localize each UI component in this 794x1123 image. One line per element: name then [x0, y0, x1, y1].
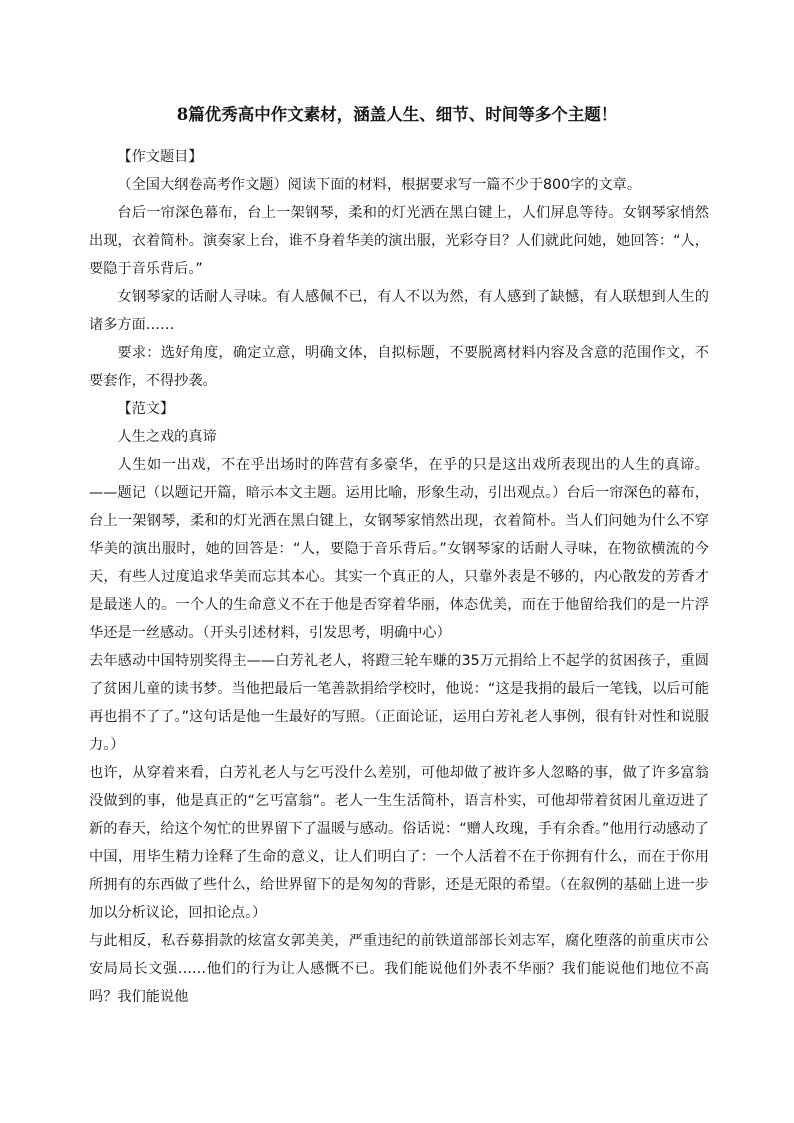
essay-title: 人生之戏的真谛 — [117, 429, 217, 445]
essay-paragraph-analysis: 也许，从穿着来看，白芳礼老人与乞丐没什么差别，可他却做了被许多人忽略的事，做了许多富翁没做到的事，他是真正的“乞丐富翁”。老人一生生活简朴，语言朴实，可他却带着贫困儿童迈进了新的春天，给这个匆忙的世界留下了温暖与感动。俗话说：“赠人玫瑰，手有余香。”他用行动感动了中国，用毕生精力诠释了生命的意义，让人们明白了：一个人活着不在于你拥有什么，而在于你用所拥有的东西做了些什么，给世界留下的是匆匆的背影，还是无限的希望。（在叙例的基础上进一步加以分析议论，回扣论点。） — [89, 765, 709, 921]
document-body — [89, 143, 709, 1011]
paragraph-requirements: 要求：选好角度，确定立意，明确文体，自拟标题，不要脱离材料内容及含意的范围作文，不要套作，不得抄袭。 — [89, 345, 709, 389]
paragraph-material-reactions: 女钢琴家的话耐人寻味。有人感佩不已，有人不以为然，有人感到了缺憾，有人联想到人生的诸多方面…… — [89, 289, 709, 333]
essay-paragraph-example: 去年感动中国特别奖得主——白芳礼老人，将蹬三轮车赚的35万元捐给上不起学的贫困孩子，重圆了贫困儿童的读书梦。当他把最后一笔善款捐给学校时，他说：“这是我捐的最后一笔钱，以后可能再也捐不了了。”这句话是他一生最好的写照。（正面论证，运用白芳礼老人事例，很有针对性和说服力。） — [89, 653, 709, 753]
essay-paragraph-opening: 人生如一出戏，不在乎出场时的阵营有多豪华，在乎的只是这出戏所表现出的人生的真谛。——题记（以题记开篇，暗示本文主题。运用比喻，形象生动，引出观点。）台后一帘深色的幕布，台上一架钢琴，柔和的灯光洒在黑白键上，女钢琴家悄然出现，衣着简朴。当人们问她为什么不穿华美的演出服时，她的回答是：“人，要隐于音乐背后。”女钢琴家的话耐人寻味，在物欲横流的今天，有些人过度追求华美而忘其本心。其实一个真正的人，只靠外表是不够的，内心散发的芳香才是最迷人的。一个人的生命意义不在于他是否穿着华丽，体态优美，而在于他留给我们的是一片浮华还是一丝感动。（开头引述材料，引发思考，明确中心） — [89, 457, 709, 641]
section-heading-sample: 【范文】 — [117, 401, 175, 417]
paragraph-material: 台后一帘深色幕布，台上一架钢琴，柔和的灯光洒在黑白键上，人们屏息等待。女钢琴家悄然出现，衣着简朴。演奏家上台，谁不身着华美的演出服，光彩夺目？人们就此问她，她回答：“人，要隐于音乐背后。” — [89, 205, 709, 277]
document-title: 8篇优秀高中作文素材，涵盖人生、细节、时间等多个主题！ — [176, 105, 618, 124]
section-heading-topic: 【作文题目】 — [117, 149, 203, 165]
essay-paragraph-contrast: 与此相反，私吞募捐款的炫富女郭美美，严重违纪的前铁道部部长刘志军，腐化堕落的前重庆市公安局局长文强……他们的行为让人感慨不已。我们能说他们外表不华丽？我们能说他们地位不高吗？我们能说他 — [89, 933, 709, 1005]
paragraph-prompt-intro: （全国大纲卷高考作文题）阅读下面的材料，根据要求写一篇不少于800字的文章。 — [117, 177, 642, 193]
